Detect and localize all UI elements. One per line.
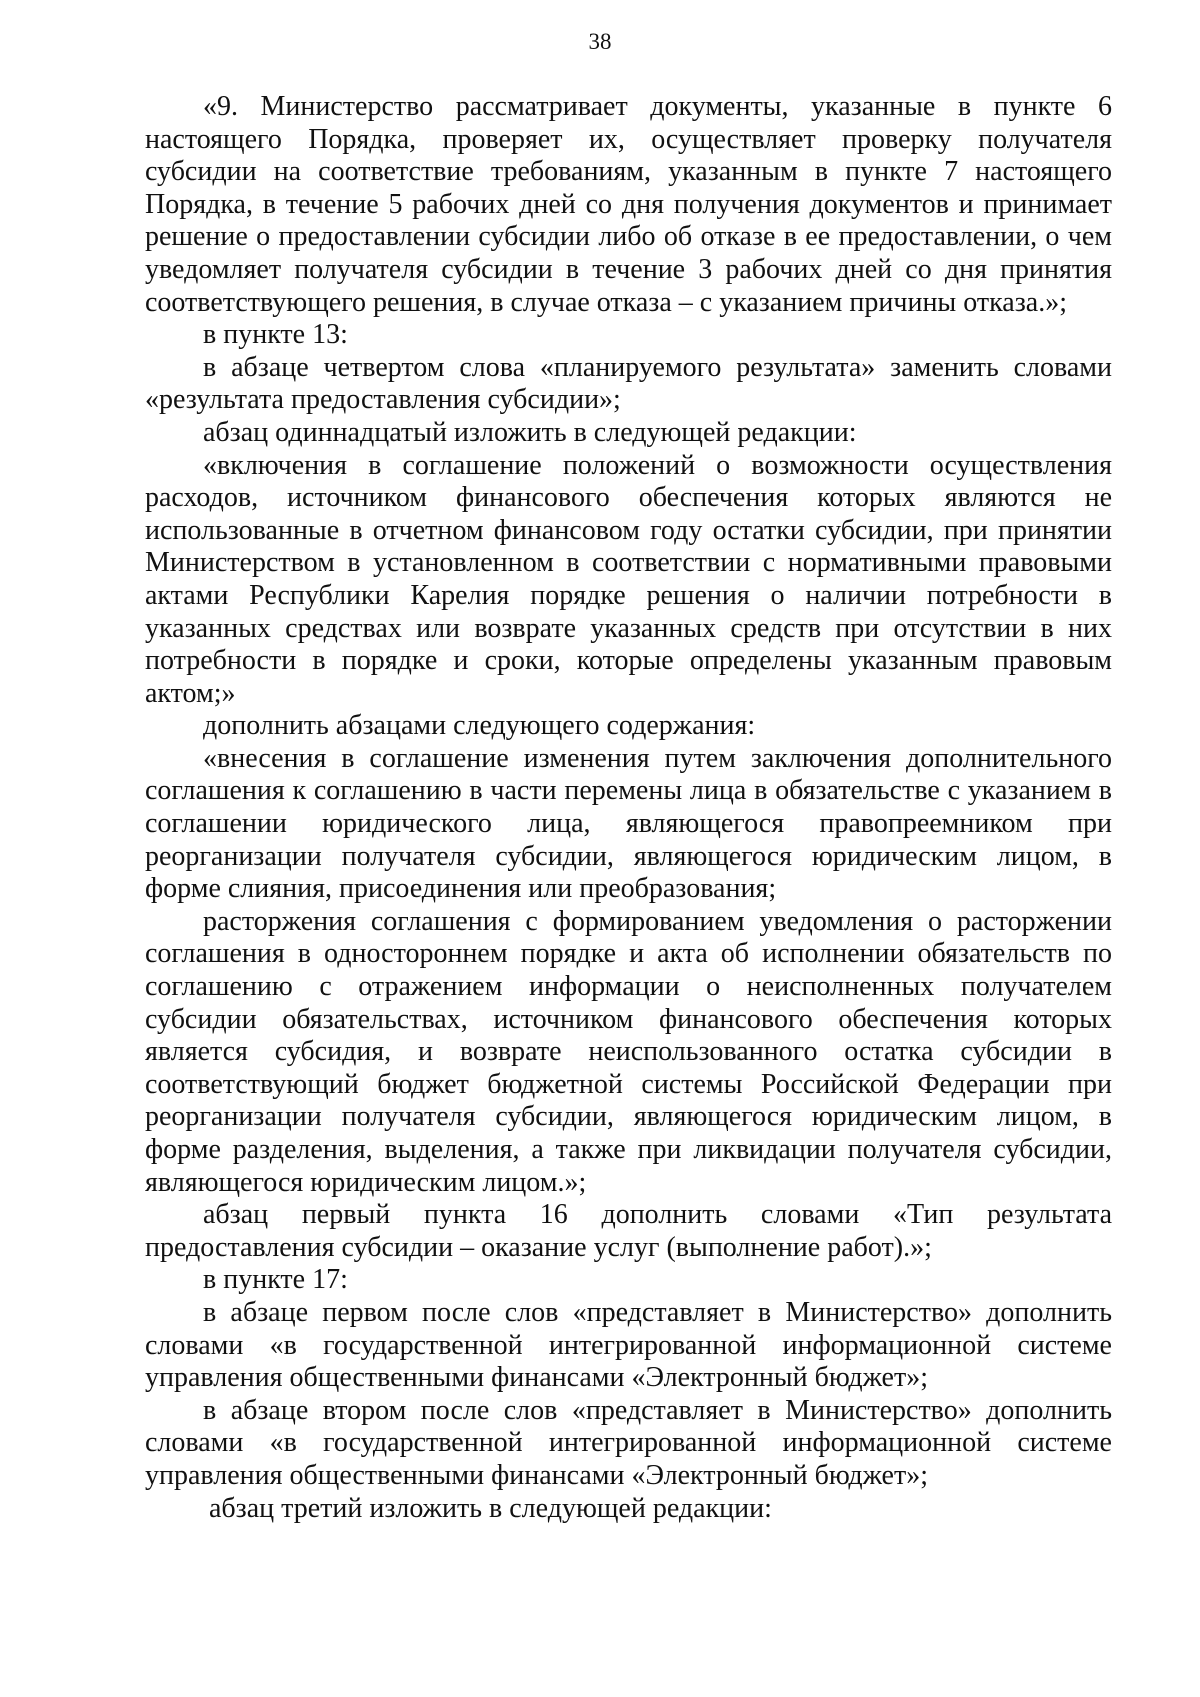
paragraph-second-abzac-addition: в абзаце втором после слов «представляет в Министерство» дополнить словами «в государственной интегрированной информационной системе управления общественными финансами «Электронный бюджет»; <box>145 1394 1112 1491</box>
paragraph-eleventh-abzac-heading: абзац одиннадцатый изложить в следующей редакции: <box>203 416 857 448</box>
paragraph-third-abzac-heading: абзац третий изложить в следующей редакции: <box>209 1492 772 1524</box>
paragraph-eleventh-abzac-text: «включения в соглашение положений о возможности осуществления расходов, источником финансового обеспечения которых являются не использованные в отчетном финансовом году остатки субсидии, при принятии Министерством в установленном в соответствии с нормативными правовыми актами Республики Карелия порядке решения о наличии потребности в указанных средствах или возврате указанных средств при отсутствии в них потребности в порядке и сроки, которые определены указанным правовым актом;» <box>145 449 1112 709</box>
paragraph-point-17-heading: в пункте 17: <box>203 1264 348 1296</box>
paragraph-agreement-termination: расторжения соглашения с формированием уведомления о расторжении соглашения в одностороннем порядке и акта об исполнении обязательств по соглашению с отражением информации о неисполненных получателем субсидии обязательствах, источником финансового обеспечения которых является субсидия, и возврате неиспользованного остатка субсидии в соответствующий бюджет бюджетной системы Российской Федерации при реорганизации получателя субсидии, являющегося юридическим лицом, в форме разделения, выделения, а также при ликвидации получателя субсидии, являющегося юридическим лицом.»; <box>145 905 1112 1198</box>
document-body <box>145 91 1112 1525</box>
paragraph-point-13-heading: в пункте 13: <box>203 319 348 351</box>
page-number: 38 <box>588 29 612 54</box>
paragraph-item-9: «9. Министерство рассматривает документы, указанные в пункте 6 настоящего Порядка, проверяет их, осуществляет проверку получателя субсидии на соответствие требованиям, указанным в пункте 7 настоящего Порядка, в течение 5 рабочих дней со дня получения документов и принимает решение о предоставлении субсидии либо об отказе в ее предоставлении, о чем уведомляет получателя субсидии в течение 3 рабочих дней со дня принятия соответствующего решения, в случае отказа – с указанием причины отказа.»; <box>145 91 1112 318</box>
paragraph-fourth-abzac-change: в абзаце четвертом слова «планируемого результата» заменить словами «результата предоставления субсидии»; <box>145 351 1112 416</box>
paragraph-add-abzacs-heading: дополнить абзацами следующего содержания: <box>203 710 756 742</box>
paragraph-agreement-amendment: «внесения в соглашение изменения путем заключения дополнительного соглашения к соглашению в части перемены лица в обязательстве с указанием в соглашении юридического лица, являющегося правопреемником при реорганизации получателя субсидии, являющегося юридическим лицом, в форме слияния, присоединения или преобразования; <box>145 742 1112 905</box>
paragraph-point-16-addition: абзац первый пункта 16 дополнить словами «Тип результата предоставления субсидии – оказание услуг (выполнение работ).»; <box>145 1199 1112 1263</box>
paragraph-first-abzac-addition: в абзаце первом после слов «представляет в Министерство» дополнить словами «в государственной интегрированной информационной системе управления общественными финансами «Электронный бюджет»; <box>145 1296 1112 1394</box>
